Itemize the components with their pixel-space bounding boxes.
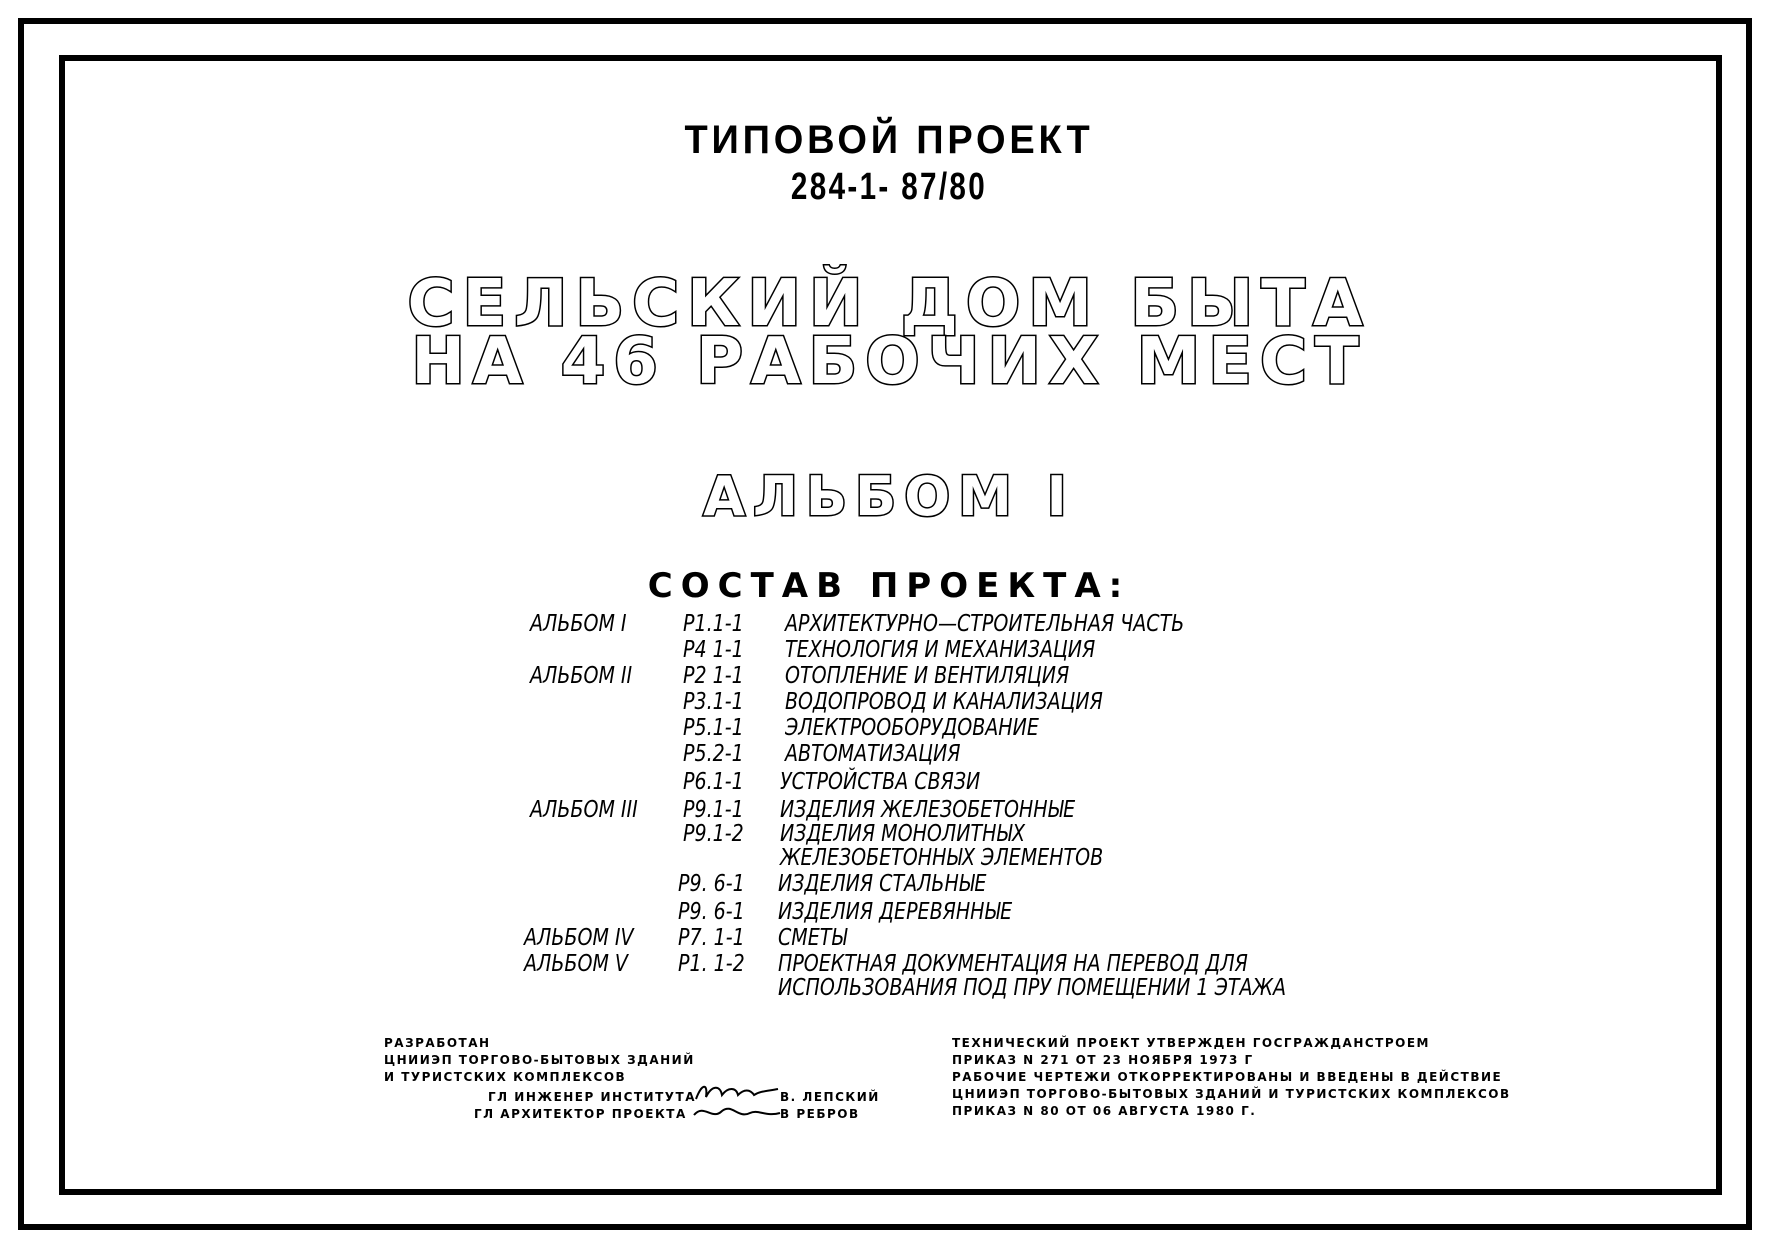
album-label: АЛЬБОМ II <box>530 663 633 689</box>
section-title: ЭЛЕКТРООБОРУДОВАНИЕ <box>785 715 1039 741</box>
main-title-line2: НА 46 РАБОЧИХ МЕСТ <box>411 325 1367 399</box>
section-code: Р1.1-1 <box>683 611 744 637</box>
section-title: ИСПОЛЬЗОВАНИЯ ПОД ПРУ ПОМЕЩЕНИИ 1 ЭТАЖА <box>778 975 1287 1001</box>
section-code: Р9.1-2 <box>683 821 744 847</box>
section-code: Р5.1-1 <box>683 715 744 741</box>
section-code: Р2 1-1 <box>683 663 744 689</box>
album-title: АЛЬБОМ I <box>703 465 1075 528</box>
album-label: АЛЬБОМ III <box>530 797 638 823</box>
architect-signature <box>692 1101 782 1123</box>
section-title: АРХИТЕКТУРНО—СТРОИТЕЛЬНАЯ ЧАСТЬ <box>785 611 1185 637</box>
approval-block <box>952 1035 1511 1120</box>
section-code: Р9.1-1 <box>683 797 744 823</box>
section-code: Р6.1-1 <box>683 769 744 795</box>
section-code: Р4 1-1 <box>683 637 744 663</box>
section-title: АВТОМАТИЗАЦИЯ <box>785 741 961 767</box>
section-title: ИЗДЕЛИЯ ДЕРЕВЯННЫЕ <box>778 899 1013 925</box>
album-label: АЛЬБОМ I <box>530 611 627 637</box>
section-title: ОТОПЛЕНИЕ И ВЕНТИЛЯЦИЯ <box>785 663 1070 689</box>
album-label: АЛЬБОМ V <box>524 951 628 977</box>
chief-engineer-role: ГЛ ИНЖЕНЕР ИНСТИТУТА <box>488 1090 697 1104</box>
section-title: УСТРОЙСТВА СВЯЗИ <box>780 769 981 795</box>
project-title: ТИПОВОЙ ПРОЕКТ <box>684 118 1094 162</box>
chief-engineer-name: В. ЛЕПСКИЙ <box>780 1090 880 1104</box>
approval-line: ПРИКАЗ N 271 ОТ 23 НОЯБРЯ 1973 Г <box>952 1053 1254 1067</box>
section-code: Р5.2-1 <box>683 741 744 767</box>
section-code: Р3.1-1 <box>683 689 744 715</box>
developer-line: РАЗРАБОТАН <box>384 1036 491 1050</box>
section-title: ВОДОПРОВОД И КАНАЛИЗАЦИЯ <box>785 689 1103 715</box>
section-code: Р1. 1-2 <box>678 951 745 977</box>
section-title: ИЗДЕЛИЯ СТАЛЬНЫЕ <box>778 871 987 897</box>
section-code: Р7. 1-1 <box>678 925 745 951</box>
developer-block <box>384 1035 695 1086</box>
section-title: ИЗДЕЛИЯ ЖЕЛЕЗОБЕТОННЫЕ <box>780 797 1076 823</box>
section-title: ПРОЕКТНАЯ ДОКУМЕНТАЦИЯ НА ПЕРЕВОД ДЛЯ <box>778 951 1248 977</box>
chief-architect-role: ГЛ АРХИТЕКТОР ПРОЕКТА <box>474 1107 687 1121</box>
developer-line: ЦНИИЭП ТОРГОВО-БЫТОВЫХ ЗДАНИЙ <box>384 1053 695 1067</box>
project-number: 284-1- 87/80 <box>790 166 988 208</box>
section-title: ИЗДЕЛИЯ МОНОЛИТНЫХ <box>780 821 1026 847</box>
approval-line: РАБОЧИЕ ЧЕРТЕЖИ ОТКОРРЕКТИРОВАНЫ И ВВЕДЕНЫ В ДЕЙСТВИЕ <box>952 1070 1503 1084</box>
approval-line: ПРИКАЗ N 80 ОТ 06 АВГУСТА 1980 Г. <box>952 1104 1257 1118</box>
section-code: Р9. 6-1 <box>678 871 745 897</box>
main-title-line1: СЕЛЬСКИЙ ДОМ БЫТА <box>407 267 1371 341</box>
approval-line: ЦНИИЭП ТОРГОВО-БЫТОВЫХ ЗДАНИЙ И ТУРИСТСКИХ КОМПЛЕКСОВ <box>952 1087 1511 1101</box>
composition-heading: СОСТАВ ПРОЕКТА: <box>647 566 1131 606</box>
chief-architect-name: В РЕБРОВ <box>780 1107 860 1121</box>
section-code: Р9. 6-1 <box>678 899 745 925</box>
section-title: ЖЕЛЕЗОБЕТОННЫХ ЭЛЕМЕНТОВ <box>780 845 1104 871</box>
developer-line: И ТУРИСТСКИХ КОМПЛЕКСОВ <box>384 1070 627 1084</box>
approval-line: ТЕХНИЧЕСКИЙ ПРОЕКТ УТВЕРЖДЕН ГОСГРАЖДАНСТРОЕМ <box>952 1036 1430 1050</box>
section-title: СМЕТЫ <box>778 925 847 951</box>
album-label: АЛЬБОМ IV <box>524 925 634 951</box>
section-title: ТЕХНОЛОГИЯ И МЕХАНИЗАЦИЯ <box>785 637 1096 663</box>
